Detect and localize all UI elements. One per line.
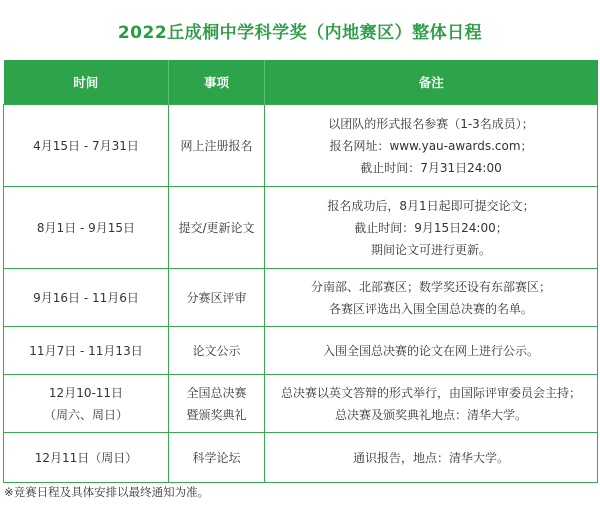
- table-row: [4, 433, 598, 483]
- cell-remarks: [265, 105, 598, 187]
- remark-line: 入围全国总决赛的论文在网上进行公示。: [322, 343, 539, 358]
- cell-time: [4, 105, 169, 187]
- table-header-row: [4, 60, 598, 105]
- remark-line: 期间论文可进行更新。: [370, 242, 491, 257]
- cell-item: [169, 105, 265, 187]
- header-time: 时间: [4, 60, 169, 105]
- cell-remarks: [265, 375, 598, 433]
- cell-time: [4, 375, 169, 433]
- table-row: [4, 375, 598, 433]
- time-text: 8月1日 - 9月15日: [36, 220, 136, 235]
- remark-line: 通识报告，地点：清华大学。: [352, 450, 509, 465]
- time-text: 12月11日（周日）: [34, 450, 138, 465]
- footnote: ※竞赛日程及具体安排以最终通知为准。: [4, 485, 210, 499]
- time-text: 11月7日 - 11月13日: [29, 343, 143, 358]
- cell-time: [4, 327, 169, 375]
- cell-remarks: [265, 327, 598, 375]
- table-row: [4, 187, 598, 269]
- remark-line: 截止时间：7月31日24:00: [360, 160, 502, 175]
- schedule-table: [3, 60, 598, 483]
- time-text: 9月16日 - 11月6日: [33, 290, 139, 305]
- cell-item: [169, 269, 265, 327]
- item-text: 全国总决赛: [186, 385, 247, 400]
- header-item: 事项: [169, 60, 265, 105]
- cell-item: [169, 375, 265, 433]
- remark-line: 报名网址：www.yau-awards.com；: [329, 138, 533, 153]
- remark-line: 各赛区评选出入围全国总决赛的名单。: [328, 301, 533, 316]
- item-text: 提交/更新论文: [178, 220, 255, 235]
- remark-line: 报名成功后，8月1日起即可提交论文；: [327, 198, 535, 213]
- cell-time: [4, 433, 169, 483]
- header-remarks: 备注: [265, 60, 598, 105]
- time-text: （周六、周日）: [43, 407, 128, 422]
- item-text: 网上注册报名: [180, 138, 253, 153]
- cell-remarks: [265, 269, 598, 327]
- remark-line: 总决赛以英文答辩的形式举行，由国际评审委员会主持；: [280, 385, 581, 400]
- item-text: 论文公示: [192, 343, 241, 358]
- time-text: 12月10-11日: [48, 385, 124, 400]
- item-text: 暨颁奖典礼: [186, 407, 247, 422]
- cell-remarks: [265, 433, 598, 483]
- table-row: [4, 269, 598, 327]
- table-row: [4, 105, 598, 187]
- remark-line: 截止时间：9月15日24:00；: [354, 220, 508, 235]
- item-text: 科学论坛: [192, 450, 241, 465]
- remark-line: 总决赛及颁奖典礼地点：清华大学。: [334, 407, 527, 422]
- cell-item: [169, 433, 265, 483]
- table-row: [4, 327, 598, 375]
- remark-line: 以团队的形式报名参赛（1-3名成员）；: [328, 116, 534, 131]
- item-text: 分赛区评审: [186, 290, 247, 305]
- remark-line: 分南部、北部赛区；数学奖还设有东部赛区；: [310, 279, 551, 294]
- cell-item: [169, 187, 265, 269]
- page-title: 2022丘成桐中学科学奖（内地赛区）整体日程: [117, 23, 483, 43]
- time-text: 4月15日 - 7月31日: [33, 138, 139, 153]
- cell-time: [4, 187, 169, 269]
- cell-remarks: [265, 187, 598, 269]
- cell-item: [169, 327, 265, 375]
- cell-time: [4, 269, 169, 327]
